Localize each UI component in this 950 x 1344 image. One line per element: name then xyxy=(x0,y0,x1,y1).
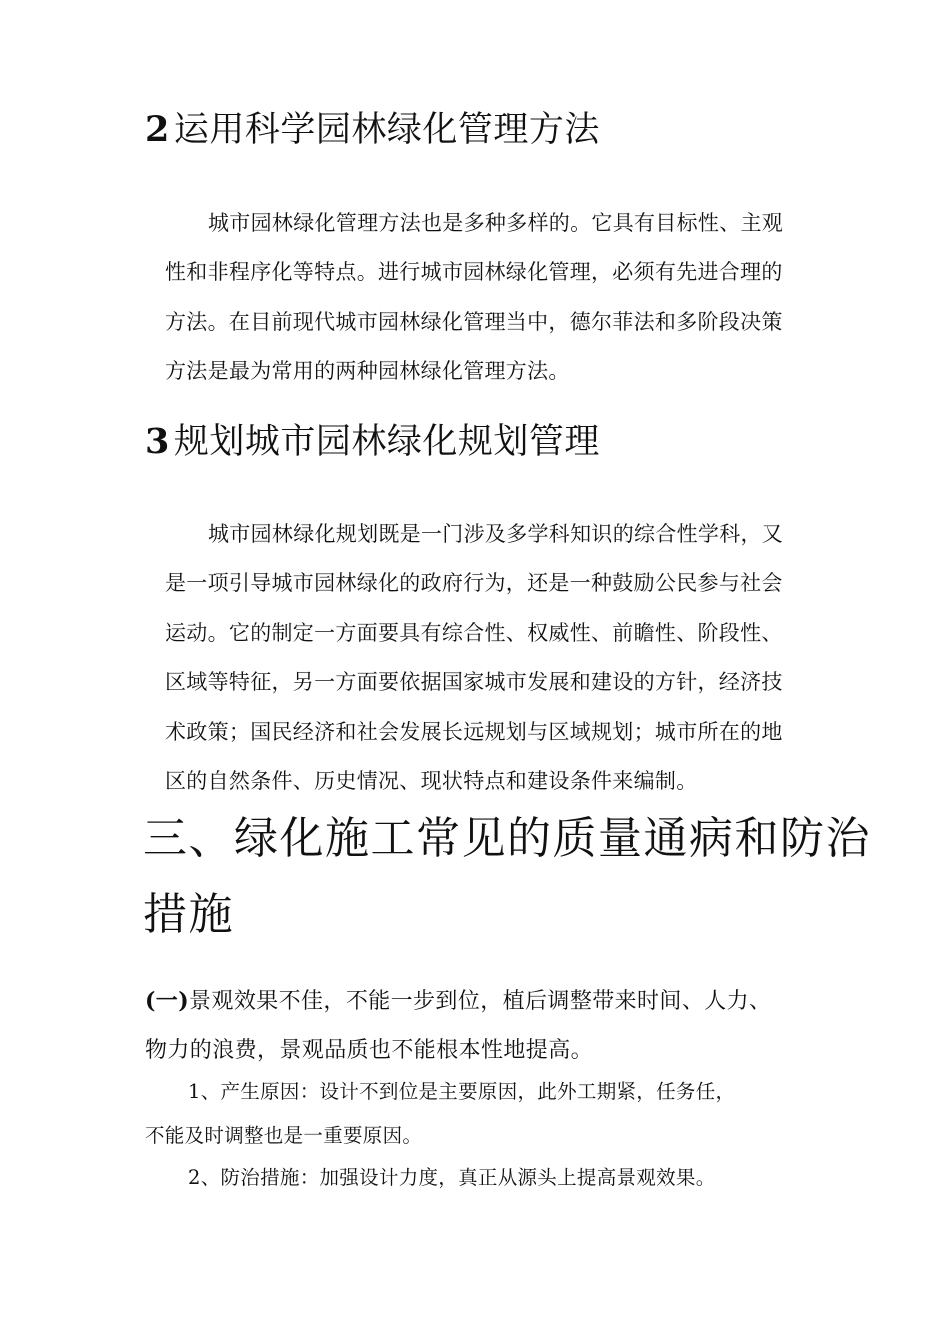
section-3-line-5: 术政策；国民经济和社会发展长远规划与区域规划；城市所在的地 xyxy=(165,720,783,744)
section-3-line-6: 区的自然条件、历史情况、现状特点和建设条件来编制。 xyxy=(165,769,698,793)
chapter-3-title-line-2: 措施 xyxy=(143,889,234,940)
section-2-line-2: 性和非程序化等特点。进行城市园林绿化管理，必须有先进合理的 xyxy=(165,260,783,284)
cause-line-2: 不能及时调整也是一重要原因。 xyxy=(145,1124,423,1147)
measure-line-1: 2、防治措施：加强设计力度，真正从源头上提高景观效果。 xyxy=(188,1166,716,1189)
item-1-line-1 xyxy=(145,985,771,1018)
chapter-3-title-line-1: 三、绿化施工常见的质量通病和防治 xyxy=(143,813,871,864)
section-3-line-2: 是一项引导城市园林绿化的政府行为，还是一种鼓励公民参与社会 xyxy=(165,571,783,595)
section-2-heading xyxy=(145,108,600,152)
section-2-line-3: 方法。在目前现代城市园林绿化管理当中，德尔菲法和多阶段决策 xyxy=(165,310,783,334)
item-1-line-2: 物力的浪费，景观品质也不能根本性地提高。 xyxy=(145,1038,594,1063)
section-3-heading xyxy=(145,420,600,464)
item-1-text: 景观效果不佳，不能一步到位，植后调整带来时间、人力、 xyxy=(189,989,772,1014)
section-3-line-3: 运动。它的制定一方面要具有综合性、权威性、前瞻性、阶段性、 xyxy=(165,621,783,645)
cause-line-1: 1、产生原因：设计不到位是主要原因，此外工期紧，任务任， xyxy=(188,1080,736,1103)
section-2-number: 2 xyxy=(145,109,170,150)
section-3-line-4: 区域等特征，另一方面要依据国家城市发展和建设的方针，经济技 xyxy=(165,670,783,694)
section-3-number: 3 xyxy=(145,421,170,462)
section-2-line-1: 城市园林绿化管理方法也是多种多样的。它具有目标性、主观 xyxy=(208,211,784,235)
section-3-title: 规划城市园林绿化规划管理 xyxy=(173,422,600,462)
item-1-label: (一) xyxy=(145,988,190,1014)
section-3-line-1: 城市园林绿化规划既是一门涉及多学科知识的综合性学科，又 xyxy=(208,522,784,546)
section-2-title: 运用科学园林绿化管理方法 xyxy=(173,110,600,150)
section-2-line-4: 方法是最为常用的两种园林绿化管理方法。 xyxy=(165,359,570,383)
